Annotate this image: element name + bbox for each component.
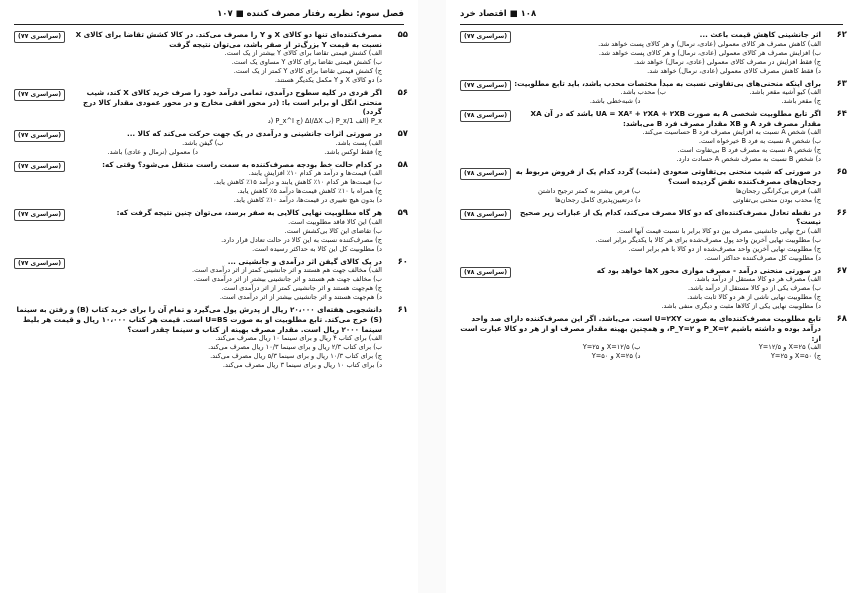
question-item: [14, 208, 408, 254]
answer-option-row: [460, 196, 821, 205]
question-body: [460, 314, 821, 361]
answer-option: ب) مطلوبیت نهایی آخرین واحد پول مصرف‌شده برای هر کالا با یکدیگر برابر است.: [595, 235, 821, 244]
question-item: [14, 305, 408, 370]
question-stem: [14, 257, 382, 267]
answer-option: ب) شخص A نسبت به فرد B خیرخواه است.: [698, 137, 821, 146]
answer-option: ب) فرض بیشتر به کمتر ترجیح داشتن: [538, 186, 641, 195]
question-text: در یک کالای گیفن اثر درآمدی و جانشینی ...: [227, 256, 382, 266]
answer-option: ج) مصرف‌کننده نسبت به این کالا در حالت تعادل قرار دارد.: [221, 235, 382, 244]
question-text: در صورتی اثرات جانشینی و درآمدی در یک جهت حرکت می‌کند که کالا ...: [126, 128, 382, 138]
page-header-text: فصل سوم: نظریه رفتار مصرف کننده ■ ۱۰۷: [217, 9, 404, 19]
question-text: برای اینکه منحنی‌های بی‌تفاوتی نسبت به مبدأ مختصات محدب باشد، باید تابع مطلوبیت:: [514, 78, 821, 88]
question-body: [460, 109, 821, 164]
answer-option: الف) شخص A نسبت به افزایش مصرف فرد B حساسیت می‌کند.: [642, 128, 821, 137]
answer-option: ب) مخالف جهت هم هستند و اثر جانشینی بیشتر از اثر درآمدی است.: [193, 275, 382, 284]
question-stem: [14, 129, 382, 139]
answer-option: ج) برای کتاب ۱۰/۳ ریال و برای سینما ۵/۳ ریال مصرف می‌کند.: [210, 352, 382, 361]
answer-option-row: [460, 352, 821, 361]
page-header-left: [14, 8, 404, 25]
answer-option: ب) محدب باشد.: [620, 88, 667, 97]
answer-option-row: [14, 148, 382, 157]
answer-option: ج) همراه با ۱۰٪ کاهش قیمت‌ها درآمد ۵٪ کاهش یابد.: [237, 187, 382, 196]
question-number: ۵۵: [397, 30, 408, 40]
question-item: [460, 314, 847, 361]
question-list-left: [14, 30, 408, 587]
answer-option: د) شخص B نسبت به مصرف شخص A حسادت دارد.: [676, 155, 821, 164]
exam-source-badge: (سراسری ۷۷): [460, 31, 511, 43]
question-item: [14, 256, 408, 303]
question-stem: [14, 88, 382, 117]
question-number: ۶۰: [397, 256, 408, 267]
question-item: [460, 109, 847, 164]
left-page: [0, 0, 418, 593]
question-item: [460, 167, 847, 204]
question-number: ۶۷: [836, 265, 847, 276]
answer-option: ج) فقط افزایش در مصرف کالای معمولی (عادی، نرمال) خواهد شد.: [633, 57, 821, 66]
question-number: ۶۸: [836, 314, 847, 325]
question-number: ۵۶: [397, 88, 408, 99]
answer-option: ب) قیمت‌ها هر کدام ۱۰٪ کاهش یابند و درآمد ۱۵٪ کاهش یابد.: [213, 178, 382, 187]
question-stem: [460, 314, 821, 343]
answer-option: ج) X=۵۰ و Y=۲۵: [770, 352, 821, 361]
answer-option: د) مطلوبیت نهایی یکی از کالاها مثبت و دیگری منفی باشد.: [661, 302, 821, 311]
answer-option: د) شبه‌خطی باشد.: [589, 97, 641, 106]
answer-option: الف) قیمت‌ها و درآمد هر کدام ۱۰٪ افزایش یابند.: [248, 169, 382, 178]
answer-option: ج) شخص A نسبت به مصرف فرد B بی‌تفاوت است.: [677, 146, 821, 155]
question-text: در کدام حالت خط بودجه مصرف‌کننده به سمت راست منتقل می‌شود؟ وقتی که:: [102, 159, 382, 169]
question-body: [14, 88, 382, 126]
exam-source-badge: (سراسری ۷۷): [460, 80, 511, 92]
answer-option: P_x (الف 1/P_x (ب ΔI/ΔX (ج P_x^I (د: [267, 116, 382, 125]
exam-source-badge: (سراسری ۷۸): [460, 267, 511, 279]
answer-option: د) بدون هیچ تغییری در قیمت‌ها، درآمد ۱۰٪ کاهش یابد.: [233, 196, 382, 205]
question-body: [14, 129, 382, 157]
answer-option: ب) گیفن باشد.: [182, 138, 224, 147]
page-header-text: ۱۰۸ ■ اقتصاد خرد: [460, 9, 537, 19]
exam-source-badge: (سراسری ۷۷): [14, 130, 65, 142]
answer-option-row: [460, 97, 821, 106]
question-text: اگر فردی در کلیه سطوح درآمدی، تمامی درآمد خود را صرف خرید کالای X کند، شیب منحنی انگل او برابر است با: (در محور افقی مخارج و در محور عمودی مقدار کالا درج گردد): [82, 88, 382, 117]
question-item: [14, 30, 408, 85]
answer-option: ب) افزایش مصرف هر کالای معمولی (عادی، نرمال) و هر کالای پست خواهد شد.: [598, 48, 821, 57]
answer-option: ب) مصرف یکی از دو کالا مستقل از درآمد باشد.: [687, 284, 821, 293]
question-number: ۶۴: [836, 109, 847, 120]
question-text: در صورتی منحنی درآمد - مصرف موازی محور Xها خواهد بود که: [596, 265, 821, 275]
answer-option: د) مطلوبیت کل این کالا به حداکثر رسیده است.: [252, 244, 382, 253]
question-text: تابع مطلوبیت مصرف‌کننده‌ای به صورت U=۲XY است. می‌باشد. اگر این مصرف‌کننده دارای صد واحد درآمد بوده و داشته باشیم P_X=۲ و P_Y=۲، و همچنین بهینه مقدار مصرف او از هر دو کالا عبارت است از:: [460, 314, 821, 343]
question-text: مصرف‌کننده‌ای تنها دو کالای X و Y را مصرف می‌کند. در کالا کشش تقاضا برای کالای X نسبت به قیمت Y بزرگ‌تر از صفر باشد، می‌توان نتیجه گرفت: [75, 30, 382, 49]
question-stem: [460, 208, 821, 227]
book-gutter: [418, 0, 446, 593]
question-body: [14, 30, 382, 85]
question-text: اثر جانشینی کاهش قیمت باعث ...: [699, 30, 821, 39]
answer-option: د) فقط کاهش مصرف کالای معمولی (عادی، نرمال) خواهد شد.: [647, 66, 821, 75]
question-item: [460, 265, 847, 312]
answer-option: الف) مصرف هر دو کالا مستقل از درآمد باشد.: [694, 275, 821, 284]
question-stem: [460, 30, 821, 40]
question-body: [460, 208, 821, 263]
question-body: [14, 160, 382, 206]
question-stem: [14, 208, 382, 218]
answer-option: الف) پست باشد.: [335, 138, 382, 147]
answer-option: ج) هم‌جهت هستند و اثر جانشینی کمتر از اثر درآمدی است.: [221, 284, 382, 293]
question-text: هر گاه مطلوبیت نهایی کالایی به صفر برسد، می‌توان چنین نتیجه گرفت که:: [116, 208, 382, 218]
question-item: [14, 159, 408, 206]
question-body: [14, 257, 382, 303]
question-stem: [460, 109, 821, 128]
answer-option: د) درتعیین‌پذیری کامل رجحان‌ها: [555, 195, 641, 204]
question-stem: [460, 167, 821, 186]
exam-source-badge: (سراسری ۷۸): [460, 168, 511, 180]
answer-option: ج) مقعر باشد.: [781, 97, 821, 106]
answer-option: د) مطلوبیت کل مصرف‌کننده حداکثر است.: [704, 253, 821, 262]
answer-option: الف) مخالف جهت هم هستند و اثر جانشینی کمتر از اثر درآمدی است.: [192, 266, 382, 275]
answer-option: الف) کیو آشیه مقعر باشد.: [749, 88, 821, 97]
question-text: دانشجویی هفته‌ای ۲۰،۰۰۰ ریال از پدرش پول می‌گیرد و تمام آن را برای خرید کتاب (B) و رفتن به سینما (S) خرج می‌کند. تابع مطلوبیت او به صورت U=BS است. قیمت هر کتاب ۱۰،۰۰۰ ریال و قیمت هر بلیط سینما ۲۰۰۰ ریال است. مقدار مصرف بهینه از کتاب و سینما چقدر است؟: [16, 305, 382, 334]
question-body: [460, 79, 821, 107]
question-number: ۶۱: [397, 305, 408, 316]
question-number: ۶۶: [836, 207, 847, 218]
page-header-right: [460, 8, 843, 25]
answer-option: ج) محدب بودن منحنی بی‌تفاوتی: [733, 195, 821, 204]
answer-option: ب) برای کتاب ۲/۳ ریال و برای سینما ۱۰/۳ ریال مصرف می‌کند.: [208, 343, 382, 352]
answer-option: د) X=۲۵ و Y=۵۰: [591, 352, 641, 361]
question-body: [14, 305, 382, 370]
answer-option: الف) X=۲۵ و Y=۱۲/۵: [758, 343, 821, 352]
question-number: ۵۹: [397, 208, 408, 219]
question-text: در صورتی که شیب منحنی بی‌تفاوتی صعودی (مثبت) گردد کدام یک از فروض مربوط به رجحان‌های مصرف‌کننده نقض گردیده است؟: [515, 167, 821, 186]
answer-option: الف) نرخ نهایی جانشینی مصرف بین دو کالا برابر با نسبت قیمت آنها است.: [616, 226, 821, 235]
exam-source-badge: (سراسری ۷۷): [14, 161, 65, 173]
answer-option: الف) کاهش مصرف هر کالای معمولی (عادی، نرمال) و هر کالای پست خواهد شد.: [598, 39, 821, 48]
question-number: ۵۷: [397, 128, 408, 139]
answer-option: ج) مطلوبیت نهایی ناشی از هر دو کالا ثابت باشد.: [687, 293, 821, 302]
question-body: [460, 266, 821, 312]
question-stem: [14, 30, 382, 49]
question-item: [460, 78, 847, 107]
question-text: اگر تابع مطلوبیت شخصی A به صورت UA = XA² + ۲XA + ۲XB باشد که در آن XA مقدار مصرف فرد A و XB مقدار مصرف فرد B می‌باشد:: [530, 109, 821, 128]
question-body: [14, 208, 382, 254]
answer-option: د) معمولی (نرمال و عادی) باشد.: [107, 147, 198, 156]
right-page: [446, 0, 857, 593]
question-number: ۶۵: [836, 167, 847, 178]
question-body: [460, 167, 821, 204]
exam-source-badge: (سراسری ۷۷): [14, 31, 65, 43]
exam-source-badge: (سراسری ۷۸): [460, 110, 511, 122]
answer-option: ب) تقاضای این کالا بی‌کشش است.: [284, 226, 382, 235]
answer-option-row: [65, 139, 382, 148]
exam-source-badge: (سراسری ۷۷): [14, 89, 65, 101]
answer-option: الف) برای کتاب ۴ ریال و برای سینما ۱۰ ریال مصرف می‌کند.: [215, 334, 382, 343]
answer-option: الف) این کالا فاقد مطلوبیت است.: [288, 217, 382, 226]
answer-option: ب) X=۱۲/۵ و Y=۲۵: [582, 343, 641, 352]
exam-source-badge: (سراسری ۷۷): [14, 209, 65, 221]
exam-source-badge: (سراسری ۷۸): [460, 209, 511, 221]
exam-source-badge: (سراسری ۷۷): [14, 258, 65, 270]
answer-option-row: [460, 343, 821, 352]
question-stem: [460, 266, 821, 276]
answer-option: ج) فقط لوکس باشد.: [324, 147, 382, 156]
answer-option: ج) کشش قیمتی تقاضا برای کالای Y کمتر از یک است.: [233, 67, 382, 76]
answer-option: الف) فرض بی‌کرانگی رجحان‌ها: [735, 186, 821, 195]
question-item: [14, 128, 408, 157]
answer-option: الف) کشش قیمتی تقاضا برای کالای Y بیشتر از یک است.: [224, 49, 382, 58]
question-number: ۶۳: [836, 78, 847, 89]
question-stem: [14, 160, 382, 170]
question-stem: [14, 305, 382, 334]
question-item: [460, 207, 847, 263]
answer-option: ب) کشش قیمتی تقاضا برای کالای Y مساوی یک است.: [231, 58, 382, 67]
answer-option: ج) مطلوبیت نهایی آخرین واحد مصرف‌شده از دو کالا با هم برابر است.: [628, 244, 821, 253]
question-list-right: [460, 30, 847, 587]
question-stem: [460, 79, 821, 89]
question-body: [460, 30, 821, 76]
answer-option-row: [511, 88, 821, 97]
question-item: [14, 88, 408, 126]
answer-option-row: [460, 187, 821, 196]
answer-option: د) هم‌جهت هستند و اثر جانشینی بیشتر از اثر درآمدی است.: [219, 293, 382, 302]
question-number: ۶۲: [836, 30, 847, 40]
answer-option: د) برای کتاب ۱۰ ریال و برای سینما ۳ ریال مصرف می‌کند.: [222, 361, 382, 370]
question-number: ۵۸: [397, 159, 408, 170]
question-item: [460, 30, 847, 76]
question-text: در نقطه تعادل مصرف‌کننده‌ای که دو کالا مصرف می‌کند، کدام یک از عبارات زیر صحیح نیست؟: [520, 207, 821, 227]
answer-option: د) دو کالای X و Y مکمل یکدیگر هستند.: [274, 76, 382, 85]
